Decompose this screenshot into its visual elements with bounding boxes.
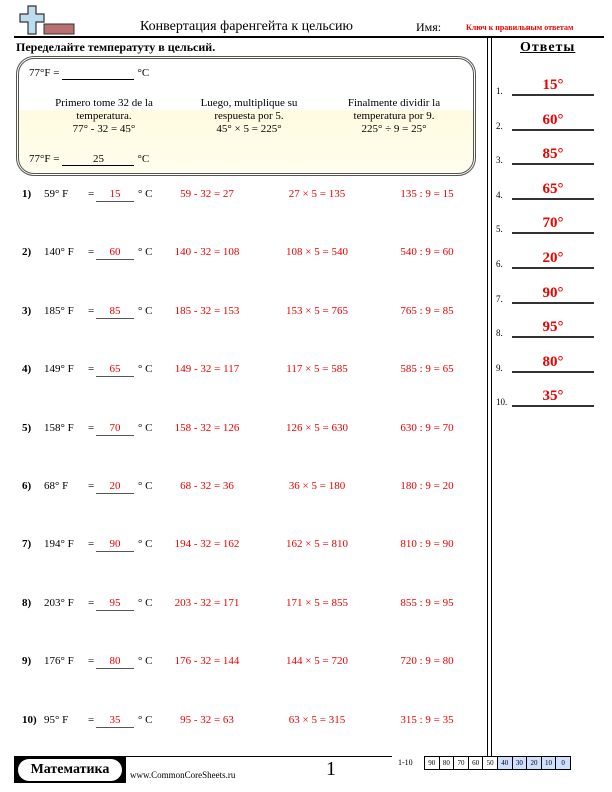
example-question-unit: °C [137, 67, 150, 79]
problem-row [22, 246, 482, 266]
step-multiply: 153 × 5 = 765 [286, 304, 348, 317]
score-cell: 10 [542, 757, 557, 769]
header-divider [14, 36, 604, 38]
step-calc: 77° - 32 = 45° [72, 123, 136, 135]
step-divide: 180 : 9 = 20 [400, 480, 454, 492]
problem-number: 5) [22, 421, 32, 434]
problem-number: 2) [22, 246, 32, 259]
celsius-unit: ° C [138, 655, 153, 668]
celsius-unit: ° C [138, 363, 153, 376]
equals-sign: = [88, 538, 95, 551]
answer-item [496, 212, 602, 236]
answer-item [496, 282, 602, 306]
example-answer [29, 153, 149, 166]
score-range-label: 1-10 [398, 758, 413, 767]
problem-number: 7) [22, 538, 32, 551]
step-subtract: 158 - 32 = 126 [174, 421, 240, 434]
plus-ruler-icon [18, 4, 80, 38]
score-cell: 60 [469, 757, 484, 769]
celsius-unit: ° C [138, 304, 153, 317]
step-text: temperatura por 9. [353, 110, 435, 122]
answer-item [496, 247, 602, 271]
example-answer-unit: °C [137, 153, 150, 165]
problem-number: 8) [22, 596, 32, 609]
problem-number: 6) [22, 480, 32, 492]
answer-item [496, 109, 602, 133]
answer-blank: 85 [96, 305, 134, 319]
answer-key-label: Ключ к правильным ответам [466, 23, 574, 32]
step-multiply: 171 × 5 = 855 [286, 596, 348, 609]
answer-value: 20° [512, 250, 594, 269]
score-cell: 30 [513, 757, 528, 769]
equals-sign: = [88, 421, 95, 434]
answer-value: 90° [512, 285, 594, 304]
example-box [16, 56, 476, 176]
step-subtract: 203 - 32 = 171 [174, 596, 240, 609]
fahrenheit-value: 203° F [44, 596, 74, 609]
fahrenheit-value: 194° F [44, 538, 74, 551]
site-url: www.CommonCoreSheets.ru [130, 770, 236, 780]
answer-value: 70° [512, 215, 594, 234]
problem-number: 3) [22, 304, 32, 317]
step-divide: 135 : 9 = 15 [400, 188, 454, 200]
celsius-unit: ° C [138, 421, 153, 434]
answer-number: 5. [496, 224, 503, 235]
answer-number: 2. [496, 120, 503, 131]
equals-sign: = [88, 596, 95, 609]
answers-title: Ответы [520, 40, 576, 55]
step-subtract: 176 - 32 = 144 [174, 655, 240, 668]
score-cell: 0 [556, 757, 571, 769]
math-badge: Математика [18, 759, 122, 781]
column-divider [487, 38, 488, 756]
answer-number: 8. [496, 328, 503, 339]
celsius-unit: ° C [138, 713, 153, 726]
answer-blank: 20 [96, 480, 134, 494]
answer-number: 3. [496, 155, 503, 166]
score-cell: 70 [454, 757, 469, 769]
answer-item [496, 143, 602, 167]
answer-item [496, 316, 602, 340]
page-number: 1 [326, 758, 336, 780]
problem-row [22, 363, 482, 383]
step-subtract: 194 - 32 = 162 [174, 538, 240, 551]
answer-number: 6. [496, 259, 503, 269]
step-divide: 720 : 9 = 80 [400, 655, 454, 668]
answer-number: 7. [496, 293, 503, 304]
equals-sign: = [88, 304, 95, 317]
step-subtract: 59 - 32 = 27 [180, 188, 234, 200]
answer-value: 85° [512, 146, 594, 165]
answer-value: 80° [512, 354, 594, 373]
example-answer-prefix: 77°F = [29, 153, 60, 165]
step-subtract: 149 - 32 = 117 [174, 363, 240, 376]
answer-blank: 90 [96, 538, 134, 552]
problem-row [22, 422, 482, 442]
answer-blank: 70 [96, 422, 134, 436]
example-question-prefix: 77°F = [29, 67, 60, 79]
name-label: Имя: [416, 20, 442, 34]
problem-row [22, 538, 482, 558]
equals-sign: = [88, 246, 95, 259]
problem-row [22, 714, 482, 734]
answer-number: 9. [496, 362, 503, 373]
example-step-1 [29, 97, 179, 136]
problem-row [22, 655, 482, 675]
step-subtract: 95 - 32 = 63 [180, 713, 234, 726]
celsius-unit: ° C [138, 596, 153, 609]
step-subtract: 185 - 32 = 153 [174, 304, 240, 317]
instruction: Переделайте температуту в цельсий. [16, 40, 216, 54]
step-multiply: 162 × 5 = 810 [286, 538, 348, 551]
celsius-unit: ° C [138, 480, 153, 492]
fahrenheit-value: 59° F [44, 188, 69, 200]
celsius-unit: ° C [138, 188, 153, 200]
answer-item [496, 385, 602, 409]
step-divide: 810 : 9 = 90 [400, 538, 454, 551]
example-question [29, 67, 149, 80]
answer-number: 10. [496, 397, 508, 408]
fahrenheit-value: 95° F [44, 713, 69, 726]
problem-number: 1) [22, 188, 32, 200]
column-divider [491, 38, 492, 756]
step-multiply: 144 × 5 = 720 [286, 655, 348, 668]
step-text: Finalmente dividir la [347, 97, 441, 109]
problem-row [22, 188, 482, 208]
answer-blank: 95 [96, 597, 134, 611]
equals-sign: = [88, 363, 95, 376]
step-multiply: 36 × 5 = 180 [288, 480, 346, 492]
fahrenheit-value: 185° F [44, 304, 74, 317]
answer-number: 1. [496, 86, 503, 96]
score-cell: 80 [440, 757, 455, 769]
equals-sign: = [88, 713, 95, 726]
step-divide: 315 : 9 = 35 [400, 713, 454, 726]
answer-blank: 65 [96, 363, 134, 377]
answer-value: 15° [512, 77, 594, 96]
step-calc: 225° ÷ 9 = 25° [361, 123, 427, 135]
step-multiply: 27 × 5 = 135 [288, 188, 346, 200]
answer-value: 65° [512, 181, 594, 200]
step-multiply: 126 × 5 = 630 [286, 421, 348, 434]
step-text: temperatura. [76, 110, 132, 122]
answer-number: 4. [496, 189, 503, 200]
problem-number: 9) [22, 655, 32, 668]
example-answer-value: 25 [62, 153, 134, 166]
answer-item [496, 178, 602, 202]
fahrenheit-value: 149° F [44, 363, 74, 376]
problem-row [22, 480, 482, 500]
celsius-unit: ° C [138, 246, 153, 259]
step-calc: 45° × 5 = 225° [216, 123, 282, 135]
step-multiply: 108 × 5 = 540 [286, 246, 348, 259]
answer-blank: 60 [96, 246, 134, 260]
answer-blank: 35 [96, 714, 134, 728]
step-text: respuesta por 5. [214, 110, 284, 122]
celsius-unit: ° C [138, 538, 153, 551]
score-cell: 50 [483, 757, 498, 769]
problem-row [22, 305, 482, 325]
step-divide: 585 : 9 = 65 [400, 363, 454, 376]
example-question-blank [62, 67, 134, 80]
fahrenheit-value: 176° F [44, 655, 74, 668]
step-multiply: 63 × 5 = 315 [288, 713, 346, 726]
step-divide: 540 : 9 = 60 [400, 246, 454, 259]
score-cell: 90 [425, 757, 440, 769]
fahrenheit-value: 68° F [44, 480, 69, 492]
problem-number: 10) [22, 713, 37, 726]
equals-sign: = [88, 188, 95, 200]
answer-value: 95° [512, 319, 594, 338]
example-step-3 [319, 97, 469, 136]
fahrenheit-value: 158° F [44, 421, 74, 434]
fahrenheit-value: 140° F [44, 246, 74, 259]
answer-value: 60° [512, 112, 594, 131]
score-table [424, 756, 571, 770]
step-multiply: 117 × 5 = 585 [286, 363, 348, 376]
step-divide: 855 : 9 = 95 [400, 596, 454, 609]
score-cell: 40 [498, 757, 513, 769]
answer-blank: 15 [96, 188, 134, 202]
step-text: Primero tome 32 de la [55, 97, 153, 109]
answer-blank: 80 [96, 655, 134, 669]
answer-value: 35° [512, 388, 594, 407]
problem-number: 4) [22, 363, 32, 376]
step-subtract: 68 - 32 = 36 [180, 480, 234, 492]
problem-row [22, 597, 482, 617]
step-divide: 765 : 9 = 85 [400, 304, 454, 317]
answer-item [496, 74, 602, 98]
worksheet-title: Конвертация фаренгейта к цельсию [140, 19, 353, 34]
equals-sign: = [88, 655, 95, 668]
step-text: Luego, multiplique su [200, 97, 298, 109]
score-cell: 20 [527, 757, 542, 769]
answer-item [496, 351, 602, 375]
step-subtract: 140 - 32 = 108 [174, 246, 240, 259]
example-step-2 [174, 97, 324, 136]
equals-sign: = [88, 480, 95, 492]
step-divide: 630 : 9 = 70 [400, 421, 454, 434]
